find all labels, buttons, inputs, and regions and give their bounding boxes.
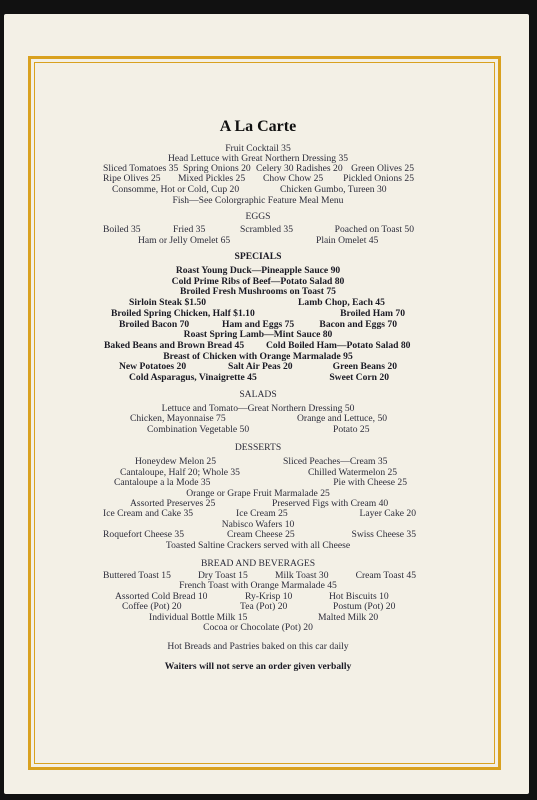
menu-item: Cocoa or Chocolate (Pot) 20 [203,622,313,633]
menu-item: Consomme, Hot or Cold, Cup 20 [112,184,240,195]
menu-item: Ripe Olives 25 [103,173,161,184]
special-item: Sweet Corn 20 [329,372,389,383]
menu-item: Layer Cake 20 [359,508,416,519]
special-item: Salt Air Peas 20 [228,361,293,372]
menu-item: Scrambled 35 [240,224,294,235]
menu-item: Malted Milk 20 [318,612,379,623]
menu-item: Plain Omelet 45 [316,235,379,246]
special-item: Broiled Fresh Mushrooms on Toast 75 [180,286,336,297]
menu-item: Ice Cream 25 [236,508,288,519]
menu-item: Assorted Cold Bread 10 [115,591,208,602]
menu-item: Head Lettuce with Great Northern Dressing 35 [167,153,349,164]
menu-item: Pie with Cheese 25 [333,477,407,488]
menu-item: Boiled 35 [103,224,141,235]
menu-item: Roquefort Cheese 35 [103,529,184,540]
menu-item: Fish—See Colorgraphic Feature Meal Menu [172,195,344,206]
footer-note: Hot Breads and Pastries baked on this car daily [167,641,349,652]
menu-item: Ry-Krisp 10 [245,591,293,602]
special-item: Roast Spring Lamb—Mint Sauce 80 [183,329,333,340]
special-item: Green Beans 20 [332,361,397,372]
footer-warning: Waiters will not serve an order given verbally [164,661,352,672]
menu-item: Sliced Peaches—Cream 35 [283,456,388,467]
section-heading-eggs: EGGS [245,211,271,222]
special-item: Broiled Ham 70 [340,308,405,319]
menu-item: Milk Toast 30 [275,570,329,581]
menu-item: Celery 30 [256,163,294,174]
menu-item: Hot Biscuits 10 [329,591,389,602]
menu-item: Postum (Pot) 20 [333,601,396,612]
menu-item: Chilled Watermelon 25 [308,467,398,478]
menu-item: Cream Cheese 25 [227,529,295,540]
menu-item: Chow Chow 25 [263,173,324,184]
menu-item: Potato 25 [333,424,370,435]
special-item: Roast Young Duck—Pineapple Sauce 90 [175,265,341,276]
menu-item: Coffee (Pot) 20 [122,601,182,612]
menu-item: Ham or Jelly Omelet 65 [138,235,231,246]
menu-item: Poached on Toast 50 [334,224,414,235]
menu-item: Honeydew Melon 25 [135,456,216,467]
menu-item: Combination Vegetable 50 [147,424,250,435]
menu-item: Buttered Toast 15 [103,570,171,581]
special-item: Breast of Chicken with Orange Marmalade 95 [163,351,353,362]
section-heading-bread-beverages: BREAD AND BEVERAGES [200,558,316,569]
special-item: New Potatoes 20 [119,361,187,372]
section-heading-specials: SPECIALS [234,251,282,262]
menu-item: Dry Toast 15 [198,570,248,581]
menu-item: Cream Toast 45 [355,570,416,581]
special-item: Cold Asparagus, Vinaigrette 45 [129,372,257,383]
menu-item: Cantaloupe a la Mode 35 [114,477,211,488]
menu-item: Swiss Cheese 35 [351,529,416,540]
special-item: Cold Prime Ribs of Beef—Potato Salad 80 [171,276,345,287]
menu-item: Fried 35 [173,224,206,235]
section-heading-salads: SALADS [239,389,277,400]
section-heading-desserts: DESSERTS [234,442,282,453]
menu-item: Green Olives 25 [351,163,414,174]
menu-item: Pickled Onions 25 [343,173,414,184]
menu-item: Tea (Pot) 20 [240,601,288,612]
special-item: Baked Beans and Brown Bread 45 [104,340,245,351]
menu-item: Fruit Cocktail 35 [225,143,291,154]
special-item: Cold Boiled Ham—Potato Salad 80 [266,340,411,351]
menu-item: Orange and Lettuce, 50 [297,413,388,424]
menu-item: Chicken, Mayonnaise 75 [130,413,226,424]
menu-item: Lettuce and Tomato—Great Northern Dressing 50 [161,403,355,414]
menu-item: Nabisco Wafers 10 [221,519,295,530]
menu-item: Mixed Pickles 25 [178,173,246,184]
special-item: Broiled Spring Chicken, Half $1.10 [111,308,255,319]
special-item: Lamb Chop, Each 45 [298,297,385,308]
menu-item: Sliced Tomatoes 35 [103,163,179,174]
menu-item: Spring Onions 20 [183,163,251,174]
special-item: Bacon and Eggs 70 [319,319,397,330]
menu-item: Chicken Gumbo, Tureen 30 [280,184,387,195]
special-item: Sirloin Steak $1.50 [129,297,207,308]
menu-item: Individual Bottle Milk 15 [149,612,248,623]
menu-item: Cantaloupe, Half 20; Whole 35 [120,467,240,478]
menu-item: Preserved Figs with Cream 40 [272,498,389,509]
menu-item: Radishes 20 [296,163,343,174]
menu-item: Assorted Preserves 25 [130,498,216,509]
menu-title: A La Carte [219,118,297,135]
special-item: Broiled Bacon 70 [119,319,190,330]
menu-item: Toasted Saltine Crackers served with all Cheese [165,540,351,551]
menu-item: Ice Cream and Cake 35 [103,508,194,519]
menu-item: French Toast with Orange Marmalade 45 [179,580,337,591]
special-item: Ham and Eggs 75 [222,319,295,330]
menu-item: Orange or Grape Fruit Marmalade 25 [186,488,330,499]
